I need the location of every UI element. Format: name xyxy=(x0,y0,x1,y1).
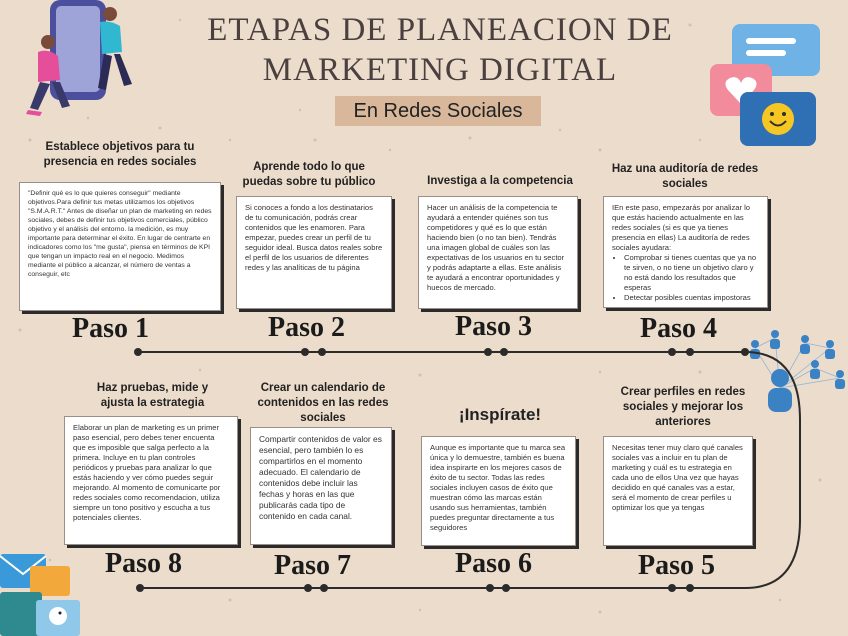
step-1-body: "Definir qué es lo que quieres conseguir" mediante objetivos.Para definir tus metas utilizamos los objetivos "S.M.A.R.T." Antes de diseñar un plan de marketing en redes sociales, debes de definir tus objetivos comerciales, público objetivo y el análisis del entorno. la medición, es muy importante para determinar el éxito. En lugar de centrarte en indicadores como los "me gusta", piensa en términos de KPI que tengan un impacto real en el negocio. Medimos mediante el público a alcanzar, el número de ventas a conseguir, etc xyxy=(28,190,212,278)
step-3-box xyxy=(418,196,578,309)
step-6-box xyxy=(421,436,576,546)
title-line-2: MARKETING DIGITAL xyxy=(262,52,618,88)
step-1-label: Paso 1 xyxy=(72,313,149,344)
step-2-body: Si conoces a fondo a los destinatarios de tu comunicación, podrás crear contenidos que les enamoren. Para empezar, puedes crear un perfil de tu seguidor ideal. Busca datos reales sobre el perfil de los usuarios de diferentes redes y las analíticas de tu página xyxy=(245,203,383,272)
step-4-heading: Haz una auditoría de redes sociales xyxy=(611,163,759,190)
step-3-heading: Investiga a la competencia xyxy=(427,175,573,187)
step-1-heading: Establece objetivos para tu presencia en redes sociales xyxy=(43,141,197,168)
step-8-heading: Haz pruebas, mide y ajusta la estrategia xyxy=(96,382,209,409)
step-5-heading: Crear perfiles en redes sociales y mejorar los anteriores xyxy=(620,386,746,428)
title-line-1: ETAPAS DE PLANEACION DE xyxy=(207,12,673,48)
step-7-label: Paso 7 xyxy=(274,550,351,581)
subtitle: En Redes Sociales xyxy=(335,96,541,126)
step-7-body: Compartir contenidos de valor es esencial, pero también lo es compartirlos en el momento adecuado. El calendario de contenidos debe incluir las fechas y horas en las que publicarás cada tipo de contenido en cada canal. xyxy=(259,434,382,521)
step-4-bullet: • Detectar posibles cuentas impostoras xyxy=(624,293,759,303)
step-3-label: Paso 3 xyxy=(455,311,532,342)
step-5-box xyxy=(603,436,753,546)
step-2-label: Paso 2 xyxy=(268,312,345,343)
step-6-label: Paso 6 xyxy=(455,548,532,579)
step-5-label: Paso 5 xyxy=(638,550,715,581)
step-4-box xyxy=(603,196,768,308)
step-8-box xyxy=(64,416,238,545)
step-4-body: IEn este paso, empezarás por analizar lo que estás haciendo actualmente en las redes sociales (si es que ya tienes presencia en ellas) La auditoría de redes sociales ayudara: xyxy=(612,203,751,252)
step-5-body: Necesitas tener muy claro qué canales sociales vas a incluir en tu plan de marketing y cuál es tu estrategia en cada uno de ellos Una vez que hayas decidido en qué canales vas a estar, será el momento de crear perfiles u optimizar los que ya tengas xyxy=(612,443,743,512)
step-8-body: Elaborar un plan de marketing es un primer paso esencial, pero debes tener encuenta que es imposible que salga perfecto a la primera. Incluye en tu plan controles periódicos y pruebas para analizar lo que estás haciendo y ver cómo puedes seguir mejorando. Al momento de comunicarte por redes sociales como recomendacion, utiliza siempre un tono positivo y escucha a tus potenciales clientes. xyxy=(73,423,221,522)
step-2-heading: Aprende todo lo que puedas sobre tu público xyxy=(242,161,376,188)
step-2-box xyxy=(236,196,392,309)
step-8-label: Paso 8 xyxy=(105,548,182,579)
step-6-heading: ¡Inspírate! xyxy=(458,405,542,424)
step-7-heading: Crear un calendario de contenidos en las redes sociales xyxy=(257,382,389,424)
step-4-label: Paso 4 xyxy=(640,313,717,344)
step-1-box xyxy=(19,182,221,311)
main-title xyxy=(180,10,700,90)
step-4-bullets xyxy=(612,253,759,303)
step-6-body: Aunque es importante que tu marca sea única y lo demuestre, también es buena idea inspirarte en los mejores casos de éxito de tu sector. Todas las redes sociales incluyen casos de éxito que muestran cómo las marcas están usando sus herramientas, también puedes preguntar directamente a tus seguidores xyxy=(430,443,566,532)
step-7-box xyxy=(250,427,392,545)
step-4-bullet: • Comprobar si tienes cuentas que ya no te sirven, o no tiene un objetivo claro y no está dando los resultados que esperas xyxy=(624,253,759,293)
step-3-body: Hacer un análisis de la competencia te ayudará a entender quiénes son tus competidores y qué es lo que están haciendo bien (o no tan bien). Tendrás una imagen global de cuáles son las expectativas de los usuarios en tu sector y podrás adaptarte a ellas. Este análisis te ayudará a encontrar oportunidades y huecos de mercado. xyxy=(427,203,565,292)
